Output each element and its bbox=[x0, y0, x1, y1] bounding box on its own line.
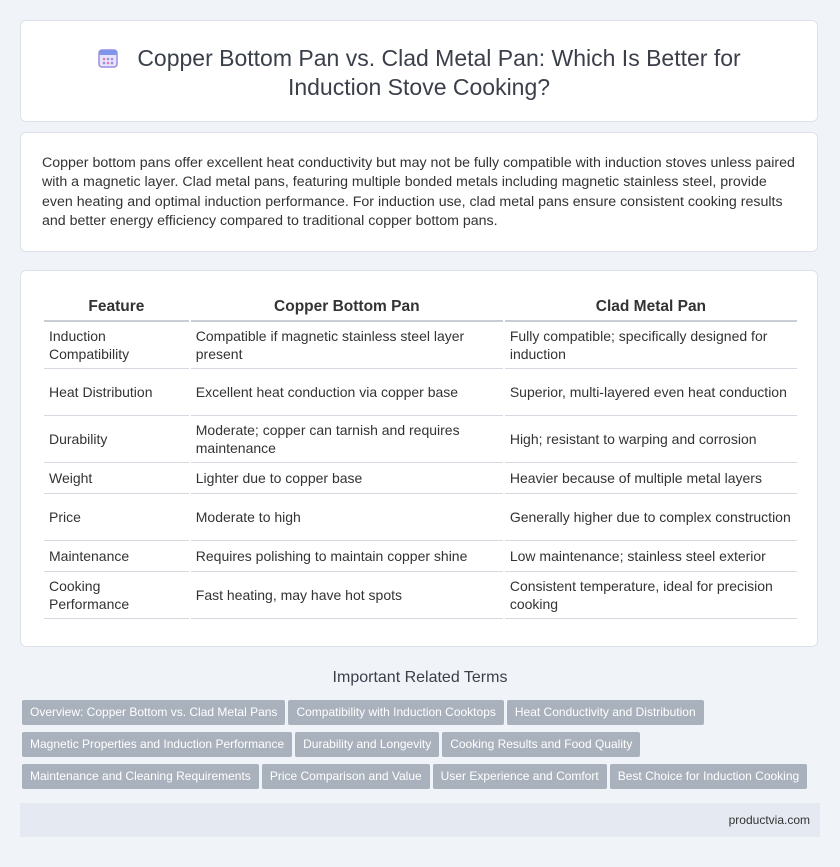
table-row bbox=[44, 463, 797, 494]
feature-cell: Cooking Performance bbox=[44, 572, 189, 619]
copper-cell: Lighter due to copper base bbox=[191, 463, 503, 494]
header-feature: Feature bbox=[44, 295, 189, 322]
feature-cell: Weight bbox=[44, 463, 189, 494]
tag-durability[interactable]: Durability and Longevity bbox=[295, 732, 439, 757]
intro-paragraph: Copper bottom pans offer excellent heat conductivity but may not be fully compatible with induction stoves unless paired with a magnetic layer. Clad metal pans, featuring multiple bonded metals including magnetic stainless steel, provide even heating and optimal induction performance. For induction use, clad metal pans ensure consistent cooking results and better energy efficiency compared to traditional copper bottom pans. bbox=[42, 155, 795, 229]
tag-heat-conductivity[interactable]: Heat Conductivity and Distribution bbox=[507, 700, 704, 725]
clad-cell: Consistent temperature, ideal for precision cooking bbox=[505, 572, 797, 619]
feature-cell: Induction Compatibility bbox=[44, 322, 189, 369]
clad-cell: Heavier because of multiple metal layers bbox=[505, 463, 797, 494]
footer bbox=[20, 803, 820, 837]
table-row bbox=[44, 572, 797, 619]
copper-cell: Fast heating, may have hot spots bbox=[191, 572, 503, 619]
copper-cell: Excellent heat conduction via copper base bbox=[191, 369, 503, 416]
feature-cell: Durability bbox=[44, 416, 189, 463]
clad-cell: Fully compatible; specifically designed for induction bbox=[505, 322, 797, 369]
title-card bbox=[20, 20, 818, 122]
header-clad-metal-pan: Clad Metal Pan bbox=[505, 295, 797, 322]
related-tags bbox=[22, 700, 822, 796]
feature-cell: Maintenance bbox=[44, 541, 189, 572]
related-terms-heading: Important Related Terms bbox=[332, 669, 508, 686]
table-row bbox=[44, 369, 797, 416]
tag-user-experience[interactable]: User Experience and Comfort bbox=[433, 764, 607, 789]
clad-cell: High; resistant to warping and corrosion bbox=[505, 416, 797, 463]
footer-site-link[interactable]: productvia.com bbox=[728, 813, 810, 827]
tag-best-choice[interactable]: Best Choice for Induction Cooking bbox=[610, 764, 807, 789]
copper-cell: Moderate; copper can tarnish and requires maintenance bbox=[191, 416, 503, 463]
intro-card bbox=[20, 132, 818, 252]
page-title-text: Copper Bottom Pan vs. Clad Metal Pan: Which Is Better for Induction Stove Cooking? bbox=[137, 45, 741, 100]
header-copper-bottom-pan: Copper Bottom Pan bbox=[191, 295, 503, 322]
table-header-row bbox=[44, 295, 797, 322]
clad-cell: Generally higher due to complex construction bbox=[505, 494, 797, 541]
table-row bbox=[44, 416, 797, 463]
tag-maintenance[interactable]: Maintenance and Cleaning Requirements bbox=[22, 764, 259, 789]
tag-magnetic-properties[interactable]: Magnetic Properties and Induction Performance bbox=[22, 732, 292, 757]
table-row bbox=[44, 494, 797, 541]
copper-cell: Moderate to high bbox=[191, 494, 503, 541]
clad-cell: Superior, multi-layered even heat conduction bbox=[505, 369, 797, 416]
calendar-icon bbox=[97, 47, 119, 69]
clad-cell: Low maintenance; stainless steel exterior bbox=[505, 541, 797, 572]
comparison-card bbox=[20, 270, 818, 647]
page-title bbox=[51, 44, 787, 102]
tag-overview[interactable]: Overview: Copper Bottom vs. Clad Metal Pans bbox=[22, 700, 285, 725]
feature-cell: Heat Distribution bbox=[44, 369, 189, 416]
comparison-table bbox=[42, 295, 799, 619]
tag-compatibility[interactable]: Compatibility with Induction Cooktops bbox=[288, 700, 503, 725]
copper-cell: Requires polishing to maintain copper shine bbox=[191, 541, 503, 572]
feature-cell: Price bbox=[44, 494, 189, 541]
copper-cell: Compatible if magnetic stainless steel layer present bbox=[191, 322, 503, 369]
tag-price-comparison[interactable]: Price Comparison and Value bbox=[262, 764, 430, 789]
tag-cooking-results[interactable]: Cooking Results and Food Quality bbox=[442, 732, 640, 757]
table-row bbox=[44, 541, 797, 572]
table-row bbox=[44, 322, 797, 369]
